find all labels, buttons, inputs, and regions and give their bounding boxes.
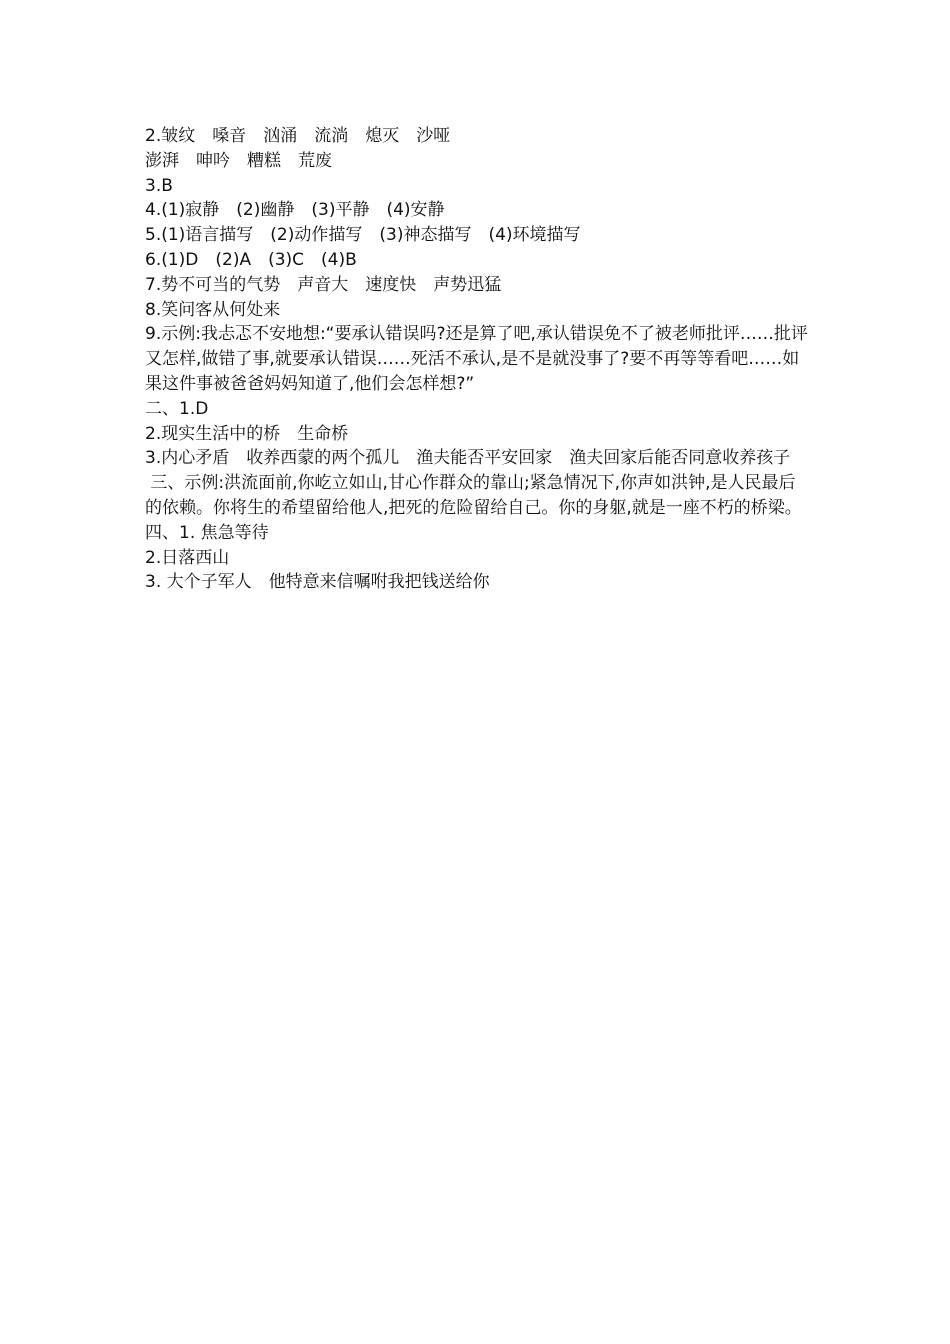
section-3-example: 三、示例:洪流面前,你屹立如山,甘心作群众的靠山;紧急情况下,你声如洪钟,是人民最后的依赖。你将生的希望留给他人,把死的危险留给自己。你的身躯,就是一座不朽的桥梁。 xyxy=(145,473,802,518)
section-4-answer-3: 3. 大个子军人 他特意来信嘱咐我把钱送给你 xyxy=(145,572,490,593)
section-2-answer-2: 2.现实生活中的桥 生命桥 xyxy=(145,423,349,444)
answer-line-2-vocab-cont: 澎湃 呻吟 糟糕 荒废 xyxy=(145,150,332,171)
section-2-answer-3: 3.内心矛盾 收养西蒙的两个孤儿 渔夫能否平安回家 渔夫回家后能否同意收养孩子 xyxy=(145,448,791,469)
answer-line-9-example: 9.示例:我忐忑不安地想:“要承认错误吗?还是算了吧,承认错误免不了被老师批评……批评又怎样,做错了事,就要承认错误……死活不承认,是不是就没事了?要不再等等看吧……如果这件事被爸爸妈妈知道了,他们会怎样想?” xyxy=(145,324,808,394)
section-4-answer-2: 2.日落西山 xyxy=(145,547,230,568)
answer-line-4: 4.(1)寂静 (2)幽静 (3)平静 (4)安静 xyxy=(145,200,445,221)
answer-line-6: 6.(1)D (2)A (3)C (4)B xyxy=(145,249,357,270)
answer-line-7: 7.势不可当的气势 声音大 速度快 声势迅猛 xyxy=(145,274,502,295)
section-2-heading-answer-1: 二、1.D xyxy=(145,398,209,419)
answer-line-3: 3.B xyxy=(145,175,173,196)
answer-text-block xyxy=(145,124,810,595)
answer-line-8: 8.笑问客从何处来 xyxy=(145,299,281,320)
answer-line-2-vocab: 2.皱纹 嗓音 汹涌 流淌 熄灭 沙哑 xyxy=(145,126,451,146)
section-4-heading-answer-1: 四、1. 焦急等待 xyxy=(145,522,269,543)
answer-line-5: 5.(1)语言描写 (2)动作描写 (3)神态描写 (4)环境描写 xyxy=(145,225,581,246)
